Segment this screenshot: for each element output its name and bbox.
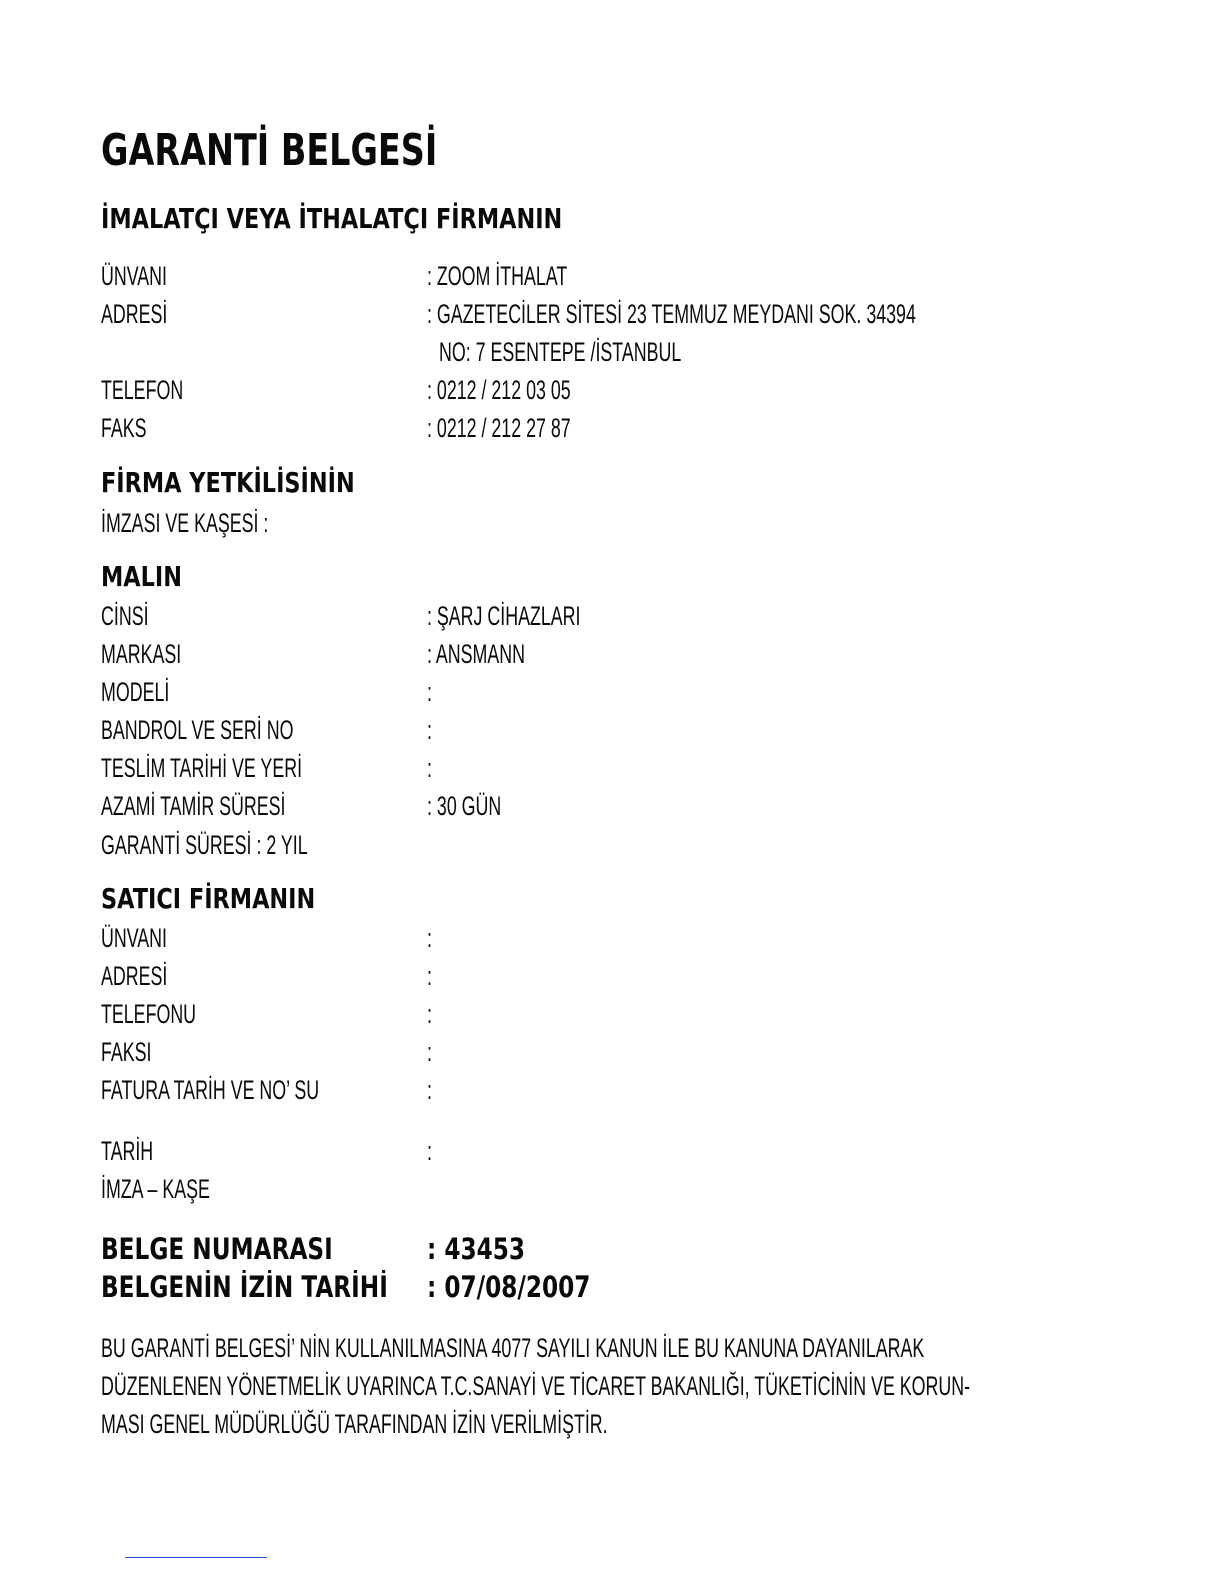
product-model-row: MODELİ : — [101, 677, 432, 707]
product-delivery-row: TESLİM TARİHİ VE YERİ : — [101, 753, 432, 783]
legal-text-line-1: BU GARANTİ BELGESİ’ NİN KULLANILMASINA 4077 SAYILI KANUN İLE BU KANUNA DAYANILARAK — [101, 1333, 925, 1363]
seller-phone-row: TELEFONU : — [101, 999, 432, 1029]
manufacturer-address-row: ADRESİ : GAZETECİLER SİTESİ 23 TEMMUZ MEYDANI SOK. 34394 — [101, 299, 916, 329]
document-title: GARANTİ BELGESİ — [101, 125, 438, 176]
seller-title-row: ÜNVANI : — [101, 923, 432, 953]
footer-divider — [125, 1557, 267, 1558]
manufacturer-phone-row: TELEFON : 0212 / 212 03 05 — [101, 375, 571, 405]
authority-heading: FİRMA YETKİLİSİNİN — [101, 466, 355, 499]
seller-heading: SATICI FİRMANIN — [101, 882, 316, 915]
manufacturer-title-row: ÜNVANI : ZOOM İTHALAT — [101, 261, 568, 291]
certificate-date-row: BELGENİN İZİN TARİHİ : 07/08/2007 — [101, 1270, 591, 1304]
seller-invoice-row: FATURA TARİH VE NO’ SU : — [101, 1075, 432, 1105]
seller-address-row: ADRESİ : — [101, 961, 432, 991]
product-warranty-row: GARANTİ SÜRESİ : 2 YIL — [101, 830, 308, 860]
certificate-number-row: BELGE NUMARASI : 43453 — [101, 1232, 526, 1266]
seller-date-row: TARİH : — [101, 1136, 432, 1166]
manufacturer-fax-row: FAKS : 0212 / 212 27 87 — [101, 413, 571, 443]
product-type-row: CİNSİ : ŞARJ CİHAZLARI — [101, 601, 581, 631]
product-serial-row: BANDROL VE SERİ NO : — [101, 715, 432, 745]
manufacturer-address-line2: NO: 7 ESENTEPE /İSTANBUL — [439, 337, 682, 367]
legal-text-line-2: DÜZENLENEN YÖNETMELİK UYARINCA T.C.SANAYİ VE TİCARET BAKANLIĞI, TÜKETİCİNİN VE KORUN- — [101, 1371, 971, 1401]
product-brand-row: MARKASI : ANSMANN — [101, 639, 526, 669]
legal-text-line-3: MASI GENEL MÜDÜRLÜĞÜ TARAFINDAN İZİN VERİLMİŞTİR. — [101, 1409, 608, 1439]
product-heading: MALIN — [101, 560, 182, 593]
manufacturer-heading: İMALATÇI VEYA İTHALATÇI FİRMANIN — [101, 202, 563, 235]
authority-signature-row: İMZASI VE KAŞESİ : — [101, 508, 269, 538]
seller-signature-row: İMZA – KAŞE — [101, 1174, 210, 1204]
seller-fax-row: FAKSI : — [101, 1037, 432, 1067]
product-repair-time-row: AZAMİ TAMİR SÜRESİ : 30 GÜN — [101, 791, 502, 821]
